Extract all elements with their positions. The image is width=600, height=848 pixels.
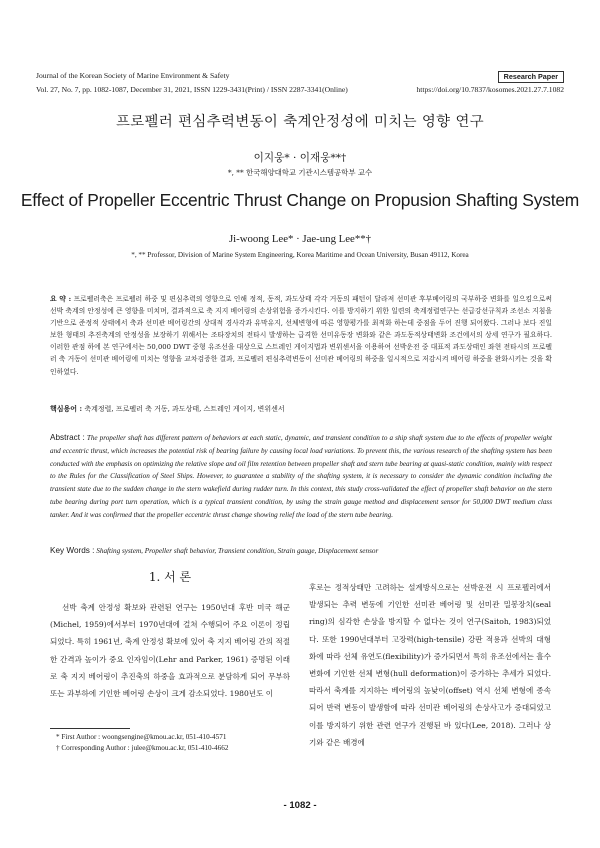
korean-title: 프로펠러 편심추력변동이 축계안정성에 미치는 영향 연구	[115, 114, 485, 130]
page-number: - 1082 -	[283, 800, 317, 811]
korean-keywords-text: 축계정렬, 프로펠러 축 거동, 과도상태, 스트레인 게이지, 변위센서	[84, 405, 285, 413]
english-keywords-text: Shafting system, Propeller shaft behavior, Transient condition, Strain gauge, Displacement sensor	[96, 547, 379, 555]
footnote-corresponding-author: † Corresponding Author : julee@kmou.ac.kr, 051-410-4662	[56, 744, 229, 752]
english-abstract-label: Abstract :	[50, 433, 85, 442]
korean-affiliation: *, ** 한국해양대학교 기관시스템공학부 교수	[227, 168, 373, 177]
english-affiliation: *, ** Professor, Division of Marine System Engineering, Korea Maritime and Ocean University, Busan 49112, Korea	[131, 251, 469, 259]
english-keywords-label: Key Words :	[50, 546, 95, 555]
korean-abstract	[50, 293, 552, 378]
english-keywords	[50, 546, 552, 555]
body-text-right-column: 후로는 정적상태만 고려하는 설계방식으로는 선박운전 시 프로펠러에서 발생되는 추력 변동에 기인한 선미관 베어링 및 선미관 밀봉장치(seal ring)의 심각한 손상을 방지할 수 없다는 것이 연구(Saitoh, 1983)되었다. 또한 1990년대부터 고장력(high-tensile) 강판 적용과 선박의 대형화에 따라 선체 유연도(flexibility)가 증가되면서 특히 유조선에서는 흘수 변화에 기인한 선체 변형(hull deformation)이 증가하는 추세가 되었다. 따라서 축계를 지지하는 베어링의 높낮이(offset) 역시 선체 변형에 종속되어 반력 변동이 발생함에 따라 선미관 베어링의 손상사고가 증대되었고 이를 방지하기 위한 관련 연구가 진행된 바 있다(Lee, 2018). 그러나 상기와 같은 배경에	[309, 583, 551, 747]
english-abstract	[50, 432, 552, 522]
journal-name: Journal of the Korean Society of Marine Environment & Safety	[36, 71, 230, 80]
english-authors: Ji-woong Lee* · Jae-ung Lee**†	[228, 233, 372, 245]
body-text-left-column: 선박 축계 안정성 확보와 관련된 연구는 1950년대 후반 미국 해군(Michel, 1959)에서부터 1970년대에 걸쳐 수행되어 주요 이론이 정립되었다. 특히 1961년, 축계 안정성 확보에 있어 축 지지 베어링 간의 적절한 간격과 높이가 중요 인자임이(Lehr and Parker, 1961) 증명된 이래로 축 지지 베어링이 추진축의 하중을 효과적으로 분담하게 되어 무부하 또는 과부하에 기인한 베어링 손상이 크게 감소되었다. 1980년도 이	[50, 603, 290, 699]
footnote-first-author: * First Author : woongsengine@kmou.ac.kr, 051-410-4571	[56, 733, 227, 741]
journal-header	[36, 70, 564, 95]
korean-authors: 이지웅* · 이재웅**†	[253, 152, 347, 164]
footnote-divider	[50, 728, 130, 729]
english-abstract-text: The propeller shaft has different pattern of behaviors at each static, dynamic, and transient condition to a ship shaft system due to the effects of propeller weight and eccentric thrust, which increases the potential risk of bearing failure by causing local load variations. To prevent this, the various research of the shafting system has been conducted with the emphasis on optimizing the relative slope and oil film retention between propeller shaft and stern tube bearing at quasi-static condition, mainly with respect to the Rules for the Classification of Steel Ships. However, to guarantee a stability of the shafting system, it is necessary to consider the dynamic condition including the transient state due to the sudden change in the stern wakefield during rudder turn. In this context, this study cross-validated the effect of propeller shaft behavior on the stern tube bearing during port turn operation, which is a typical transient condition, by using the strain gauge method and displacement sensor for 50,000 DWT medium class tanker. And it was confirmed that the propeller eccentric thrust change showing relief the load of the stern tube bearing.	[50, 434, 552, 519]
korean-keywords-label: 핵심용어 :	[50, 404, 83, 413]
korean-keywords	[50, 404, 552, 414]
citation-info: Vol. 27, No. 7, pp. 1082-1087, December 31, 2021, ISSN 1229-3431(Print) / ISSN 2287-3341(Online)	[36, 85, 348, 94]
korean-abstract-text: 프로펠러축은 프로펠러 하중 및 편심추력의 영향으로 인해 정적, 동적, 과도상태 각각 거동의 패턴이 달라져 선미관 후부베어링의 국부하중 변화를 일으킴으로써 선박 축계의 안정성에 큰 영향을 미치며, 결과적으로 축 지지 베어링의 손상위험을 증가시킨다. 이를 방지하기 위한 일련의 축계정렬연구는 선급강선규칙과 조선소 지침을 기반으로 준정적 상태에서 축과 선미관 베어링간의 상대적 경사각과 유막유지, 선체변형에 따른 영향평가를 최적화 하는데 중점을 두어 진행 되어왔다. 그러나 보다 진일보한 형태의 추진축계의 안정성을 보장하기 위해서는 조타장치의 전타시 발생하는 급격한 선미유동장 변화와 같은 과도동적상태변화 조건에서의 상세 연구가 필요하다. 이러한 관점 하에 본 연구에서는 50,000 DWT 중형 유조선을 대상으로 스트레인 게이지법과 변위센서을 이용하여 선박운전 중 대표적 과도상태인 좌현 전타시의 프로펠러 축 거동이 선미관 베어링에 미치는 영향을 교차검증한 결과, 프로펠러 편심추력변동이 선미관 베어링의 하중을 일시적으로 저감시켜 베어링 하중을 완화시키는 것을 확인하였다.	[50, 295, 552, 376]
research-paper-badge: Research Paper	[498, 71, 564, 83]
section-heading-introduction: 1. 서 론	[148, 570, 192, 584]
english-title: Effect of Propeller Eccentric Thrust Change on Propusion Shafting System	[20, 190, 580, 210]
doi-link[interactable]: https://doi.org/10.7837/kosomes.2021.27.7.1082	[416, 85, 564, 94]
korean-abstract-label: 요 약 :	[50, 295, 72, 303]
